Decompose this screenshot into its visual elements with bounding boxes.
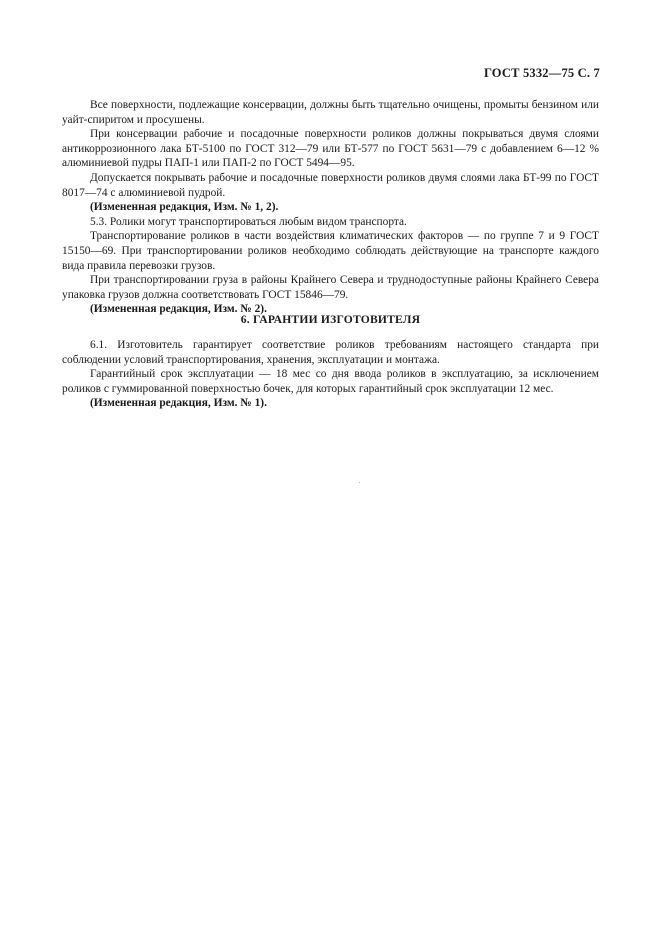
- paragraph-6-1-guarantee: 6.1. Изготовитель гарантирует соответствие роликов требованиям настоящего стандарта при соблюдении условий транспортирования, хранения, эксплуатации и монтажа.: [62, 339, 599, 366]
- paragraph-far-north: При транспортировании груза в районы Крайнего Севера и труднодоступные районы Крайнего Севера упаковка грузов должна соответствовать ГОСТ 15846—79.: [62, 274, 599, 301]
- amendment-note-2: (Измененная редакция, Изм. № 2).: [90, 303, 267, 316]
- paragraph-surface-cleaning: Все поверхности, подлежащие консервации, должны быть тщательно очищены, промыты бензином или уайт-спиритом и просушены.: [62, 99, 599, 126]
- section-6-body: [62, 338, 599, 411]
- section-5-continuation: [62, 98, 599, 317]
- paragraph-warranty-period: Гарантийный срок эксплуатации — 18 мес со дня ввода роликов в эксплуатацию, за исключением роликов с гуммированной поверхностью бочек, для которых гарантийный срок эксплуатации 12 мес.: [62, 368, 599, 395]
- amendment-note-1: (Измененная редакция, Изм. № 1).: [90, 397, 267, 410]
- section-6-title: 6. ГАРАНТИИ ИЗГОТОВИТЕЛЯ: [240, 313, 421, 326]
- paragraph-preservation-coating: При консервации рабочие и посадочные поверхности роликов должны покрываться двумя слоями антикоррозионного лака БТ-5100 по ГОСТ 312—79 или БТ-577 по ГОСТ 5631—79 с добавлением 6—12 % алюминиевой пудры ПАП-1 или ПАП-2 по ГОСТ 5494—95.: [62, 128, 599, 170]
- scan-speck: [359, 482, 360, 483]
- paragraph-allowed-coating: Допускается покрывать рабочие и посадочные поверхности роликов двумя слоями лака БТ-99 по ГОСТ 8017—74 с алюминиевой пудрой.: [62, 171, 599, 199]
- paragraph-5-3-transport: 5.3. Ролики могут транспортироваться любым видом транспорта.: [90, 215, 407, 228]
- page-header: ГОСТ 5332—75 С. 7: [483, 66, 600, 80]
- amendment-note-1-2: (Измененная редакция, Изм. № 1, 2).: [90, 201, 279, 214]
- paragraph-climatic-factors: Транспортирование роликов в части воздействия климатических факторов — по группе 7 и 9 ГОСТ 15150—69. При транспортировании роликов необходимо соблюдать действующие на транспорте каждого вида правила перевозки грузов.: [62, 230, 599, 272]
